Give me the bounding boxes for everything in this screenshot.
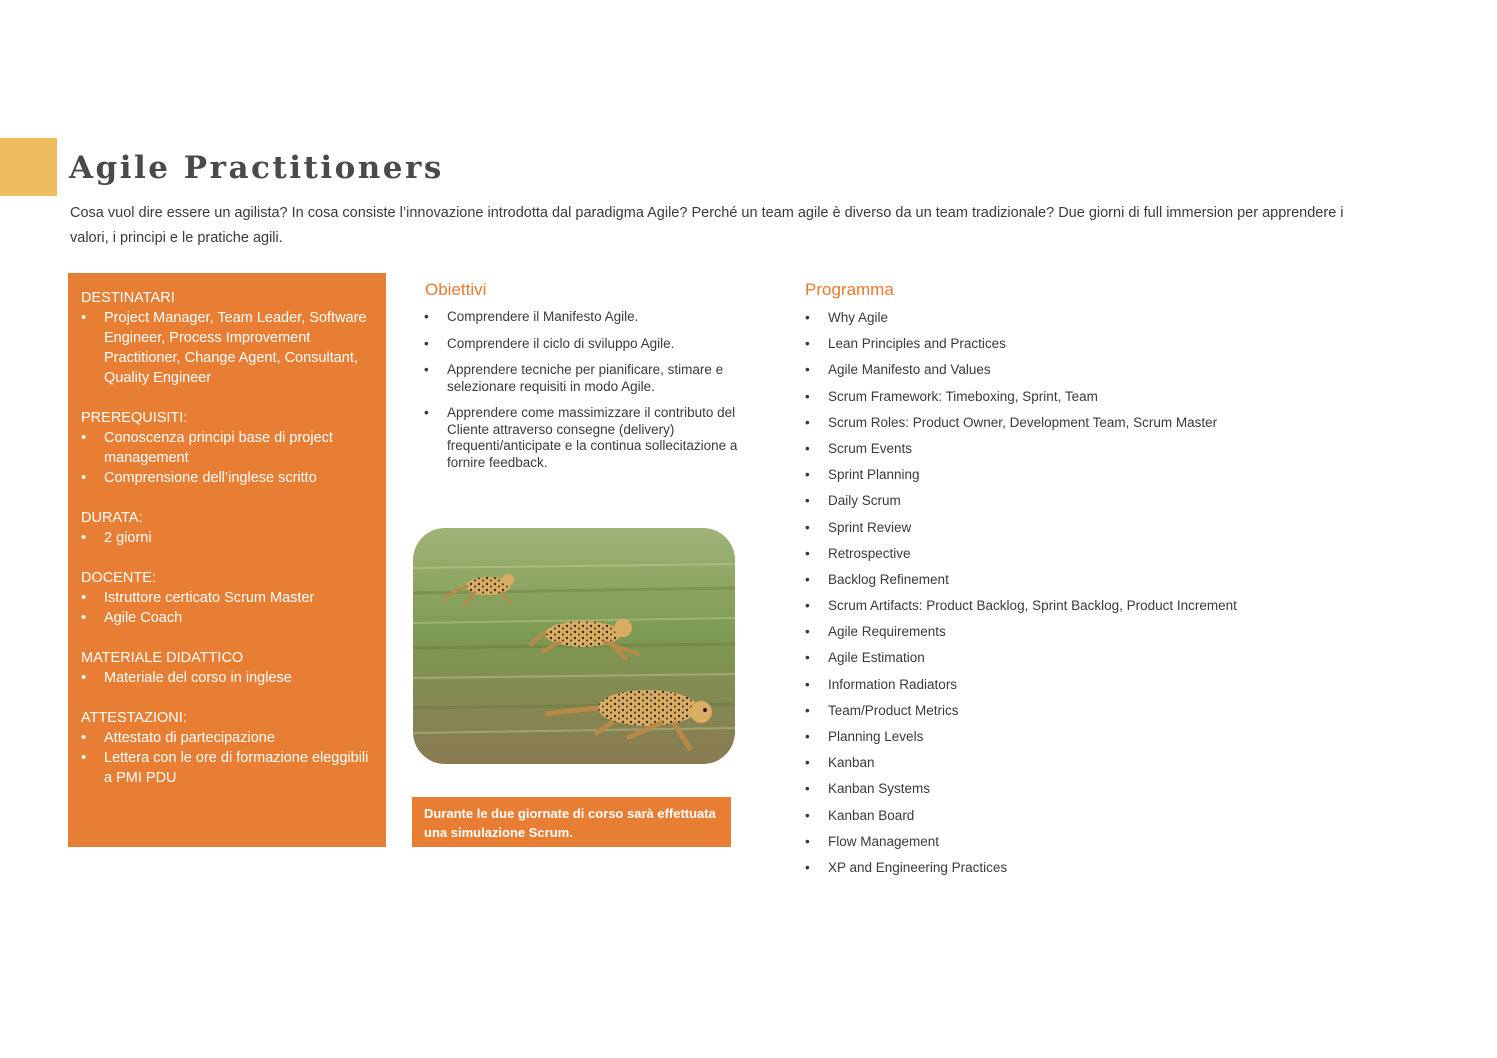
info-list bbox=[81, 428, 374, 488]
course-info-box bbox=[68, 273, 386, 847]
obiettivi-list bbox=[424, 309, 769, 481]
list-item: • Scrum Roles: Product Owner, Development Team, Scrum Master bbox=[805, 413, 1237, 439]
list-item: • Kanban Systems bbox=[805, 779, 1237, 805]
list-item: • Comprendere il ciclo di sviluppo Agile. bbox=[424, 336, 769, 353]
info-heading: DURATA: bbox=[81, 510, 143, 526]
list-item: • Scrum Events bbox=[805, 439, 1237, 465]
list-item: • XP and Engineering Practices bbox=[805, 858, 1237, 884]
list-item: • Comprensione dell’inglese scritto bbox=[81, 468, 374, 488]
list-item: • Backlog Refinement bbox=[805, 570, 1237, 596]
info-list bbox=[81, 668, 374, 688]
list-item: • Lean Principles and Practices bbox=[805, 334, 1237, 360]
programma-title: Programma bbox=[805, 280, 894, 299]
list-item: • Kanban bbox=[805, 753, 1237, 779]
list-item: • Comprendere il Manifesto Agile. bbox=[424, 309, 769, 326]
list-item: • Agile Requirements bbox=[805, 622, 1237, 648]
info-list bbox=[81, 728, 374, 788]
info-list bbox=[81, 588, 374, 628]
list-item: • Conoscenza principi base di project management bbox=[81, 428, 374, 468]
list-item: • Team/Product Metrics bbox=[805, 701, 1237, 727]
cheetah-illustration bbox=[413, 528, 735, 764]
list-item: • Attestato di partecipazione bbox=[81, 728, 374, 748]
info-heading: MATERIALE DIDATTICO bbox=[81, 650, 244, 666]
list-item: • Scrum Framework: Timeboxing, Sprint, Team bbox=[805, 387, 1237, 413]
intro-paragraph: Cosa vuol dire essere un agilista? In cosa consiste l’innovazione introdotta dal paradigma Agile? Perché un team agile è diverso da un team tradizionale? Due giorni di full immersion per apprendere i valori, i principi e le pratiche agili. bbox=[70, 205, 1344, 246]
info-heading: DOCENTE: bbox=[81, 570, 156, 586]
list-item: • Agile Manifesto and Values bbox=[805, 360, 1237, 386]
list-item: • Retrospective bbox=[805, 544, 1237, 570]
info-section-prerequisiti bbox=[81, 408, 374, 488]
list-item: • Why Agile bbox=[805, 308, 1237, 334]
info-list bbox=[81, 528, 374, 548]
list-item: • Scrum Artifacts: Product Backlog, Sprint Backlog, Product Increment bbox=[805, 596, 1237, 622]
info-section-materiale bbox=[81, 648, 374, 688]
list-item: • Sprint Planning bbox=[805, 465, 1237, 491]
info-section-attestazioni bbox=[81, 708, 374, 788]
list-item: • Planning Levels bbox=[805, 727, 1237, 753]
list-item: • Daily Scrum bbox=[805, 491, 1237, 517]
list-item: • Sprint Review bbox=[805, 518, 1237, 544]
info-section-destinatari bbox=[81, 288, 374, 388]
cheetah-photo bbox=[413, 528, 735, 764]
list-item: • Apprendere tecniche per pianificare, stimare e selezionare requisiti in modo Agile. bbox=[424, 362, 769, 395]
info-heading: ATTESTAZIONI: bbox=[81, 710, 187, 726]
info-section-durata bbox=[81, 508, 374, 548]
list-item: • Project Manager, Team Leader, Software Engineer, Process Improvement Practitioner, Change Agent, Consultant, Quality Engineer bbox=[81, 308, 374, 388]
page-title: Agile Practitioners bbox=[69, 150, 444, 186]
list-item: • Agile Coach bbox=[81, 608, 374, 628]
accent-block bbox=[0, 138, 57, 196]
list-item: • Lettera con le ore di formazione eleggibili a PMI PDU bbox=[81, 748, 374, 788]
info-list bbox=[81, 308, 374, 388]
list-item: • Information Radiators bbox=[805, 675, 1237, 701]
list-item: • Kanban Board bbox=[805, 806, 1237, 832]
info-heading: DESTINATARI bbox=[81, 290, 175, 306]
programma-list bbox=[805, 308, 1237, 884]
list-item: • Flow Management bbox=[805, 832, 1237, 858]
list-item: • Apprendere come massimizzare il contributo del Cliente attraverso consegne (delivery) frequenti/anticipate e la continua sollecitazione a fornire feedback. bbox=[424, 405, 769, 471]
info-section-docente bbox=[81, 568, 374, 628]
list-item: • Agile Estimation bbox=[805, 648, 1237, 674]
list-item: • 2 giorni bbox=[81, 528, 374, 548]
simulation-callout: Durante le due giornate di corso sarà effettuata una simulazione Scrum. bbox=[412, 797, 731, 847]
list-item: • Materiale del corso in inglese bbox=[81, 668, 374, 688]
list-item: • Istruttore certicato Scrum Master bbox=[81, 588, 374, 608]
obiettivi-title: Obiettivi bbox=[425, 280, 487, 299]
info-heading: PREREQUISITI: bbox=[81, 410, 188, 426]
